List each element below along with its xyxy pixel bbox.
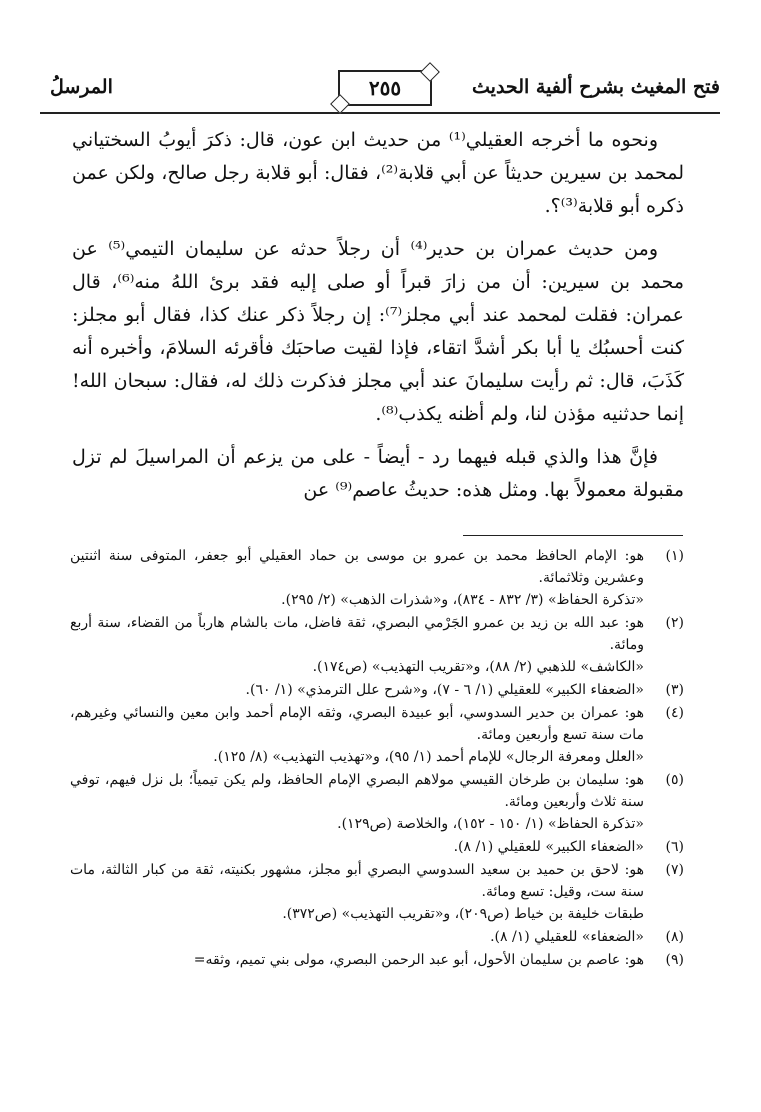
footnote-number: (٣) xyxy=(665,682,684,698)
footnote-text: هو: لاحق بن حميد بن سعيد السدوسي البصري أبو مجلز، مشهور بكنيته، ثقة من كبار الثالثة، مات سنة ست، وقيل: تسع ومائة. xyxy=(70,862,644,900)
page-number: ٢٥٥ xyxy=(368,76,402,100)
footnote-body xyxy=(70,612,644,678)
footnote-text: هو: سليمان بن طرخان القيسي مولاهم البصري الإمام الحافظ، ولم يكن تيمياً؛ بل نزل فيهم، توفي سنة ثلاث وأربعين ومائة. xyxy=(70,772,644,810)
footnote-text: «الضعفاء الكبير» للعقيلي (١/ ٦ - ٧)، و«شرح علل الترمذي» (١/ ٦٠). xyxy=(245,682,644,698)
footnote-body xyxy=(70,769,644,835)
footnote-source: «الكاشف» للذهبي (٢/ ٨٨)، و«تقريب التهذيب» (ص١٧٤). xyxy=(312,659,644,675)
footnote xyxy=(70,949,684,971)
paragraph: ومن حديث عمران بن حدير⁽⁴⁾ أن رجلاً حدثه عن سليمان التيمي⁽⁵⁾ عن محمد بن سيرين: أن من زارَ قبراً أو صلى إليه فقد برئ اللهُ منه⁽⁶⁾، قال عمران: فقلت لمحمد عند أبي مجلز⁽⁷⁾: إن رجلاً ذكر عنك كذا، فقال أبو مجلز: كنت أحسبُك يا أبا بكر أشدَّ اتقاء، فإذا لقيت صاحبَك فأقرئه السلامَ، وأخبره أنه كَذَبَ، قال: ثم رأيت سليمانَ عند أبي مجلز فذكرت ذلك له، فقال: سبحان الله! إنما حدثنيه مؤذن لنا، ولم أظنه يكذب⁽⁸⁾. xyxy=(72,238,685,425)
footnote-number: (٤) xyxy=(665,705,684,721)
footnote xyxy=(70,612,684,678)
footnote-number: (٦) xyxy=(665,839,684,855)
running-title: فتح المغيث بشرح ألفية الحديث xyxy=(472,76,720,98)
footnote-text: «الضعفاء» للعقيلي (١/ ٨). xyxy=(490,929,644,945)
footnote-text: هو: الإمام الحافظ محمد بن عمرو بن موسى بن حماد العقيلي أبو جعفر، المتوفى سنة اثنتين وعشرين وثلاثمائة. xyxy=(70,548,644,586)
section-title: المرسلُ xyxy=(50,76,113,98)
footnote-body xyxy=(70,702,644,768)
footnote-text: هو: عاصم بن سليمان الأحول، أبو عبد الرحمن البصري، مولى بني تميم، وثقه= xyxy=(193,952,644,968)
footnote xyxy=(70,836,684,858)
main-text xyxy=(72,124,684,517)
footnote-number: (٧) xyxy=(665,862,684,878)
footnote-separator xyxy=(463,535,683,536)
footnote xyxy=(70,545,684,611)
footnote-body xyxy=(70,679,644,701)
footnote-body xyxy=(70,949,644,971)
footnote xyxy=(70,926,684,948)
paragraph: ونحوه ما أخرجه العقيلي⁽¹⁾ من حديث ابن عون، قال: ذكرَ أيوبُ السختياني لمحمد بن سيرين حديثاً عن أبي قلابة⁽²⁾، فقال: أبو قلابة رجل صالح، ولكن عمن ذكره أبو قلابة⁽³⁾؟. xyxy=(72,129,684,217)
footnotes xyxy=(70,545,684,972)
footnote-source: طبقات خليفة بن خياط (ص٢٠٩)، و«تقريب التهذيب» (ص٣٧٢). xyxy=(282,906,644,922)
footnote-body xyxy=(70,859,644,925)
footnote-number: (٩) xyxy=(665,952,684,968)
footnote-number: (٢) xyxy=(665,615,684,631)
footnote xyxy=(70,702,684,768)
footnote-source: «العلل ومعرفة الرجال» للإمام أحمد (١/ ٩٥)، و«تهذيب التهذيب» (٨/ ١٢٥). xyxy=(213,749,644,765)
footnote xyxy=(70,769,684,835)
footnote xyxy=(70,679,684,701)
page-header xyxy=(40,70,720,114)
footnote xyxy=(70,859,684,925)
footnote-number: (١) xyxy=(665,548,684,564)
footnote-number: (٨) xyxy=(665,929,684,945)
footnote-number: (٥) xyxy=(665,772,684,788)
footnote-source: «تذكرة الحفاظ» (٣/ ٨٣٢ - ٨٣٤)، و«شذرات الذهب» (٢/ ٢٩٥). xyxy=(281,592,644,608)
footnote-body xyxy=(70,545,644,611)
paragraph: فإنَّ هذا والذي قبله فيهما رد - أيضاً - على من يزعم أن المراسيلَ لم تزل مقبولة معمولاً بها. ومثل هذه: حديثُ عاصم⁽⁹⁾ عن xyxy=(72,446,684,501)
page-number-frame xyxy=(338,70,432,106)
footnote-text: «الضعفاء الكبير» للعقيلي (١/ ٨). xyxy=(453,839,644,855)
footnote-body xyxy=(70,836,644,858)
footnote-text: هو: عمران بن حدير السدوسي، أبو عبيدة البصري، وثقه الإمام أحمد وابن معين والنسائي وغيرهم، مات سنة تسع وأربعين ومائة. xyxy=(70,705,644,743)
footnote-source: «تذكرة الحفاظ» (١/ ١٥٠ - ١٥٢)، والخلاصة (ص١٢٩). xyxy=(337,816,644,832)
footnote-text: هو: عبد الله بن زيد بن عمرو الجَرْمي البصري، ثقة فاضل، مات بالشام هارباً من القضاء، سنة أربع ومائة. xyxy=(70,615,644,653)
footnote-body xyxy=(70,926,644,948)
